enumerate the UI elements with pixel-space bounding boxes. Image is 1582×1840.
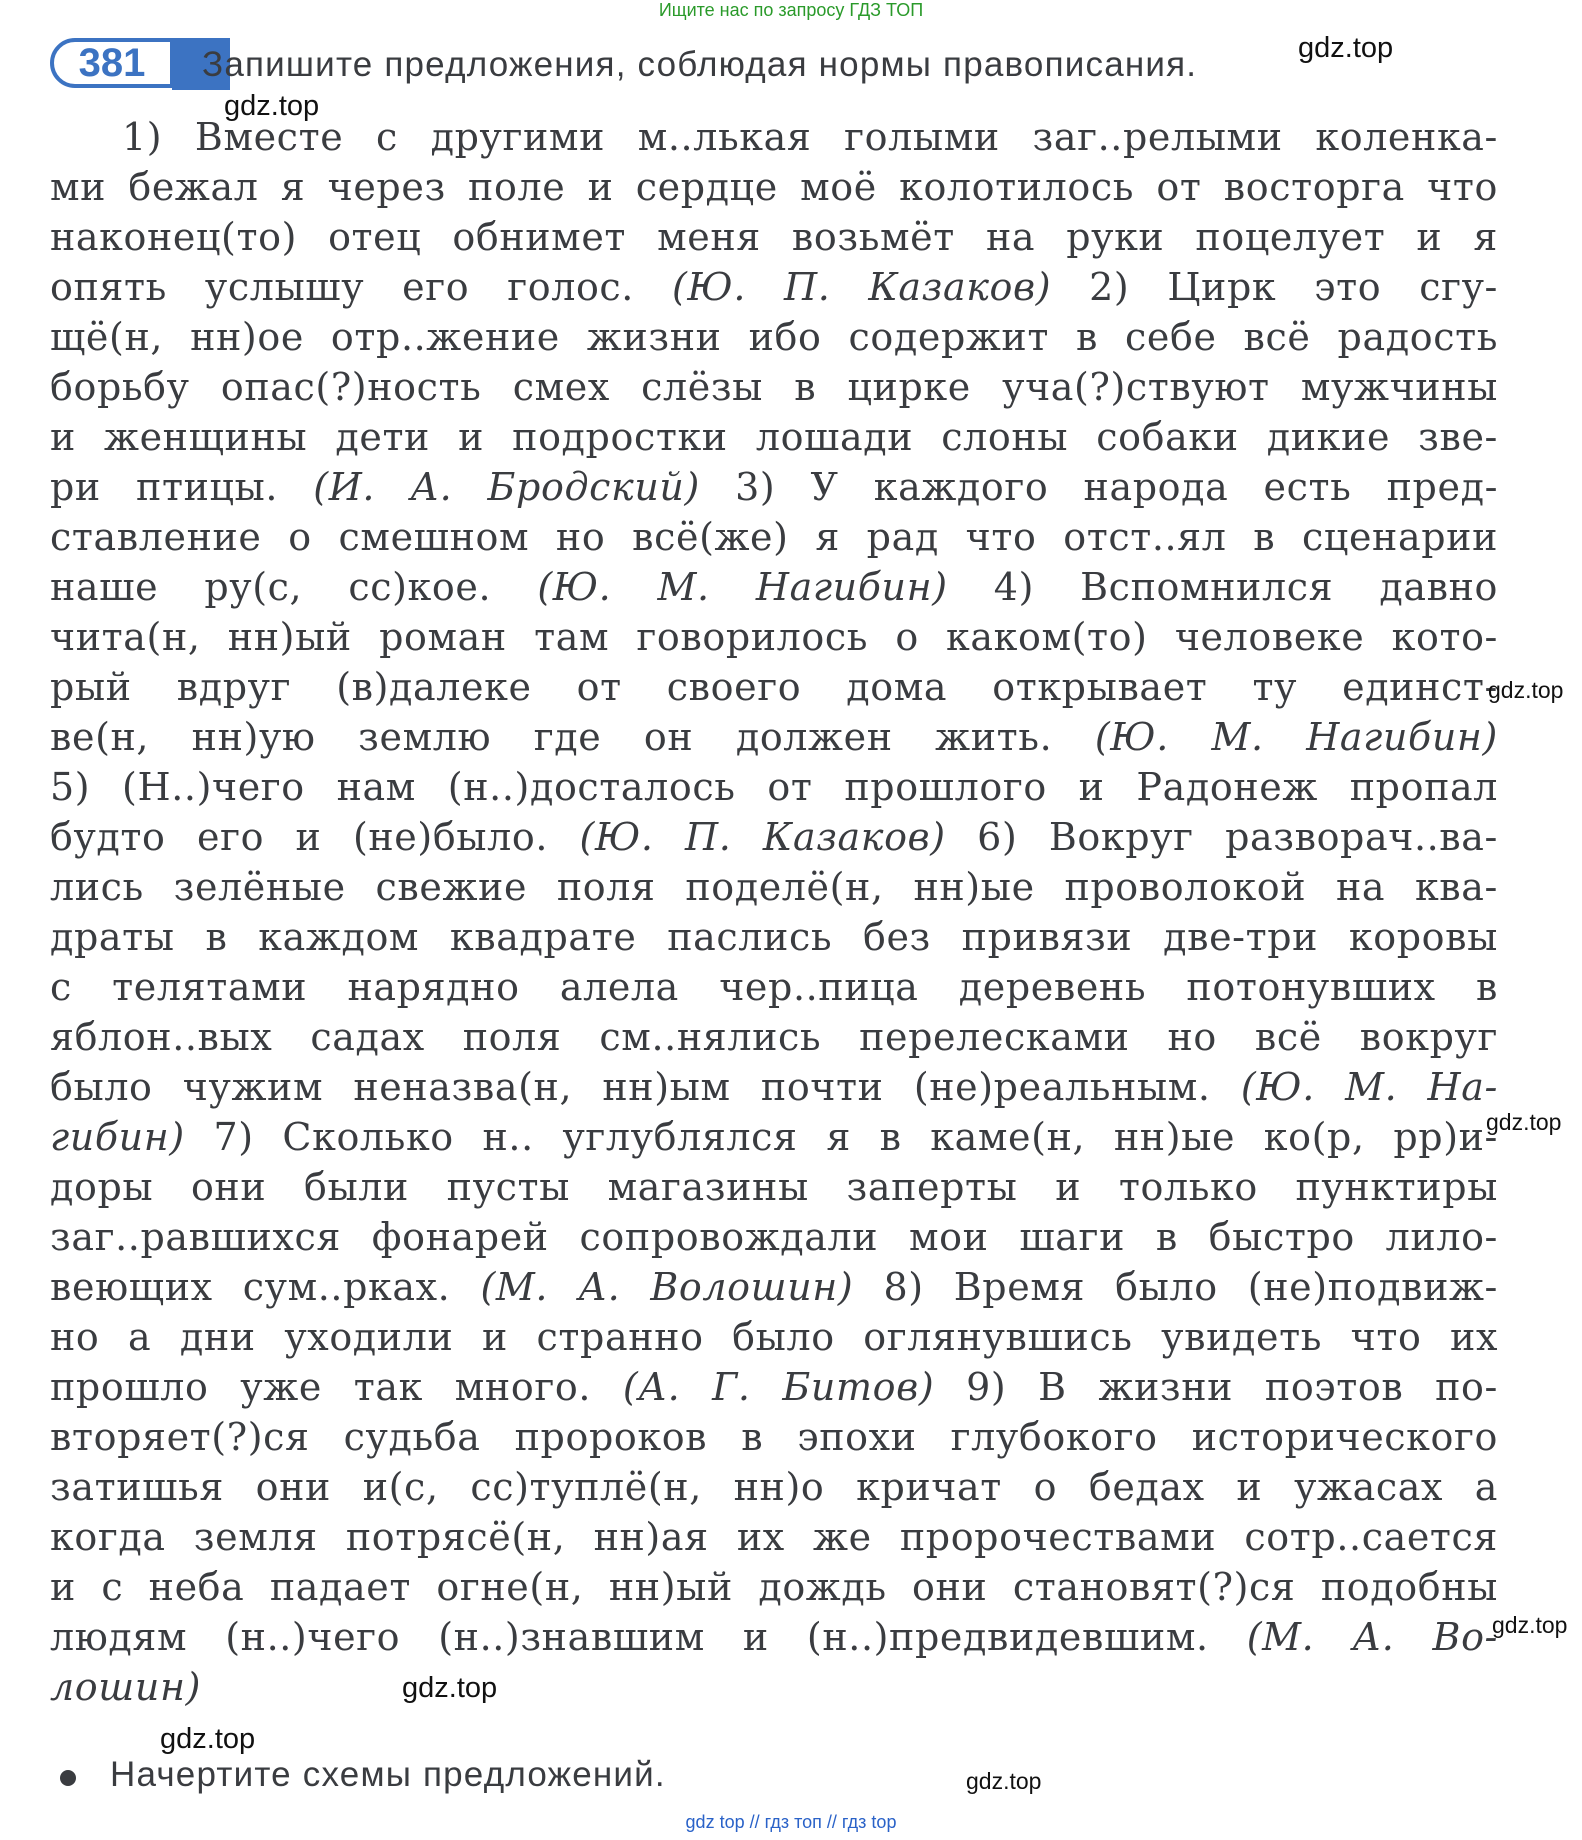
top-banner: Ищите нас по запросу ГДЗ ТОП — [658, 0, 924, 20]
line-text: веющих сум..рках. — [50, 1265, 481, 1309]
watermark: gdz.top — [160, 1723, 256, 1755]
line-text: доры они были пусты магазины заперты и только пунктиры — [50, 1165, 1498, 1209]
exercise-line — [50, 1212, 1498, 1262]
exercise-line — [50, 1262, 1498, 1312]
line-text: рый вдруг (в)далеке от своего дома открывает ту единст- — [50, 665, 1498, 709]
exercise-line — [50, 1612, 1498, 1662]
exercise-text — [50, 112, 1498, 1712]
line-text: было чужим неназва(н, нн)ым почти (не)реальным. — [50, 1065, 1241, 1109]
line-text: будто его и (не)было. — [50, 815, 580, 859]
line-text: борьбу опас(?)ность смех слёзы в цирке уча(?)ствуют мужчины — [50, 365, 1498, 409]
exercise-line — [50, 1312, 1498, 1362]
watermark: gdz.top — [1492, 1612, 1568, 1638]
line-text: опять услышу его голос. — [50, 265, 672, 309]
line-text: наконец(то) отец обнимет меня возьмёт на руки поцелует и я — [50, 215, 1498, 259]
line-text: 8) Время было (не)подвиж- — [853, 1265, 1498, 1309]
exercise-line — [50, 512, 1498, 562]
watermark: gdz.top — [224, 90, 320, 122]
exercise-line — [50, 1062, 1498, 1112]
author-citation: (М. А. Волошин) — [480, 1265, 854, 1309]
exercise-line — [50, 212, 1498, 262]
exercise-line — [50, 862, 1498, 912]
author-citation: гибин) — [50, 1115, 185, 1159]
exercise-line — [50, 1562, 1498, 1612]
line-text: прошло уже так много. — [50, 1365, 623, 1409]
bullet-task-text: Начертите схемы предложений. — [110, 1755, 666, 1794]
watermark: gdz.top — [1298, 32, 1394, 64]
line-text: 6) Вокруг разворач..ва- — [945, 815, 1498, 859]
author-citation: (А. Г. Битов) — [622, 1365, 935, 1409]
exercise-line — [50, 562, 1498, 612]
line-text: затишья они и(с, сс)туплё(н, нн)о кричат о бедах и ужасах а — [50, 1465, 1498, 1509]
exercise-line — [50, 612, 1498, 662]
line-text: ри птицы. — [50, 465, 314, 509]
line-text: ми бежал я через поле и сердце моё колотилось от восторга что — [50, 165, 1498, 209]
author-citation: (Ю. М. Нагибин) — [537, 565, 948, 609]
line-text: наше ру(с, сс)кое. — [50, 565, 538, 609]
exercise-line — [50, 1162, 1498, 1212]
exercise-line — [50, 1512, 1498, 1562]
line-text: людям (н..)чего (н..)знавшим и (н..)предвидевшим. — [50, 1615, 1247, 1659]
exercise-line — [50, 762, 1498, 812]
author-citation: лошин) — [50, 1665, 201, 1709]
line-text: с телятами нарядно алела чер..пица деревень потонувших в — [50, 965, 1498, 1009]
exercise-line — [50, 1362, 1498, 1412]
watermark: gdz.top — [1486, 1109, 1562, 1135]
line-text: 2) Цирк это сгу- — [1051, 265, 1498, 309]
bottom-banner: gdz top // гдз топ // гдз top — [685, 1812, 897, 1832]
line-text: ставление о смешном но всё(же) я рад что отст..ял в сценарии — [50, 515, 1498, 559]
exercise-line — [50, 912, 1498, 962]
exercise-line — [50, 962, 1498, 1012]
author-citation: (М. А. Во- — [1246, 1615, 1498, 1659]
line-text: 3) У каждого народа есть пред- — [699, 465, 1499, 509]
exercise-line — [50, 262, 1498, 312]
watermark: gdz.top — [402, 1672, 498, 1704]
exercise-line — [50, 662, 1498, 712]
exercise-line — [50, 412, 1498, 462]
line-text: но а дни уходили и странно было оглянувшись увидеть что их — [50, 1315, 1498, 1359]
line-text: и женщины дети и подростки лошади слоны собаки дикие зве- — [50, 415, 1498, 459]
watermark: gdz.top — [1488, 677, 1564, 703]
task-instruction: Запишите предложения, соблюдая нормы правописания. — [202, 45, 1198, 84]
exercise-line — [50, 1662, 1498, 1712]
line-text: ве(н, нн)ую землю где он должен жить. — [50, 715, 1095, 759]
author-citation: (Ю. М. На- — [1240, 1065, 1498, 1109]
exercise-line — [50, 812, 1498, 862]
exercise-line — [50, 1012, 1498, 1062]
line-text: драты в каждом квадрате паслись без привязи две-три коровы — [50, 915, 1498, 959]
line-text: 9) В жизни поэтов по- — [934, 1365, 1498, 1409]
line-text: чита(н, нн)ый роман там говорилось о каком(то) человеке кото- — [50, 615, 1498, 659]
task-number: 381 — [50, 38, 174, 88]
line-text: когда земля потрясё(н, нн)ая их же пророчествами сотр..сается — [50, 1515, 1498, 1559]
exercise-line — [50, 312, 1498, 362]
exercise-line — [50, 362, 1498, 412]
bullet-icon — [60, 1770, 76, 1786]
line-text: 1) Вместе с другими м..лькая голыми заг..релыми коленка- — [122, 115, 1498, 159]
line-text: щё(н, нн)ое отр..жение жизни ибо содержит в себе всё радость — [50, 315, 1498, 359]
exercise-line — [50, 1112, 1498, 1162]
exercise-line — [50, 712, 1498, 762]
author-citation: (Ю. П. Казаков) — [579, 815, 946, 859]
exercise-line — [50, 462, 1498, 512]
line-text: 7) Сколько н.. углублялся я в каме(н, нн)ые ко(р, рр)и- — [184, 1115, 1498, 1159]
line-text: 5) (Н..)чего нам (н..)досталось от прошлого и Радонеж пропал — [50, 765, 1498, 809]
line-text: яблон..вых садах поля см..нялись перелесками но всё вокруг — [50, 1015, 1498, 1059]
exercise-line — [50, 1462, 1498, 1512]
exercise-line — [50, 162, 1498, 212]
line-text: и с неба падает огне(н, нн)ый дождь они становят(?)ся подобны — [50, 1565, 1498, 1609]
line-text: заг..равшихся фонарей сопровождали мои шаги в быстро лило- — [50, 1215, 1498, 1259]
line-text: вторяет(?)ся судьба пророков в эпохи глубокого исторического — [50, 1415, 1498, 1459]
author-citation: (И. А. Бродский) — [313, 465, 700, 509]
exercise-line — [50, 1412, 1498, 1462]
line-text: лись зелёные свежие поля поделё(н, нн)ые проволокой на ква- — [50, 865, 1498, 909]
watermark: gdz.top — [966, 1768, 1042, 1794]
author-citation: (Ю. П. Казаков) — [671, 265, 1052, 309]
line-text: 4) Вспомнился давно — [947, 565, 1498, 609]
author-citation: (Ю. М. Нагибин) — [1094, 715, 1498, 759]
